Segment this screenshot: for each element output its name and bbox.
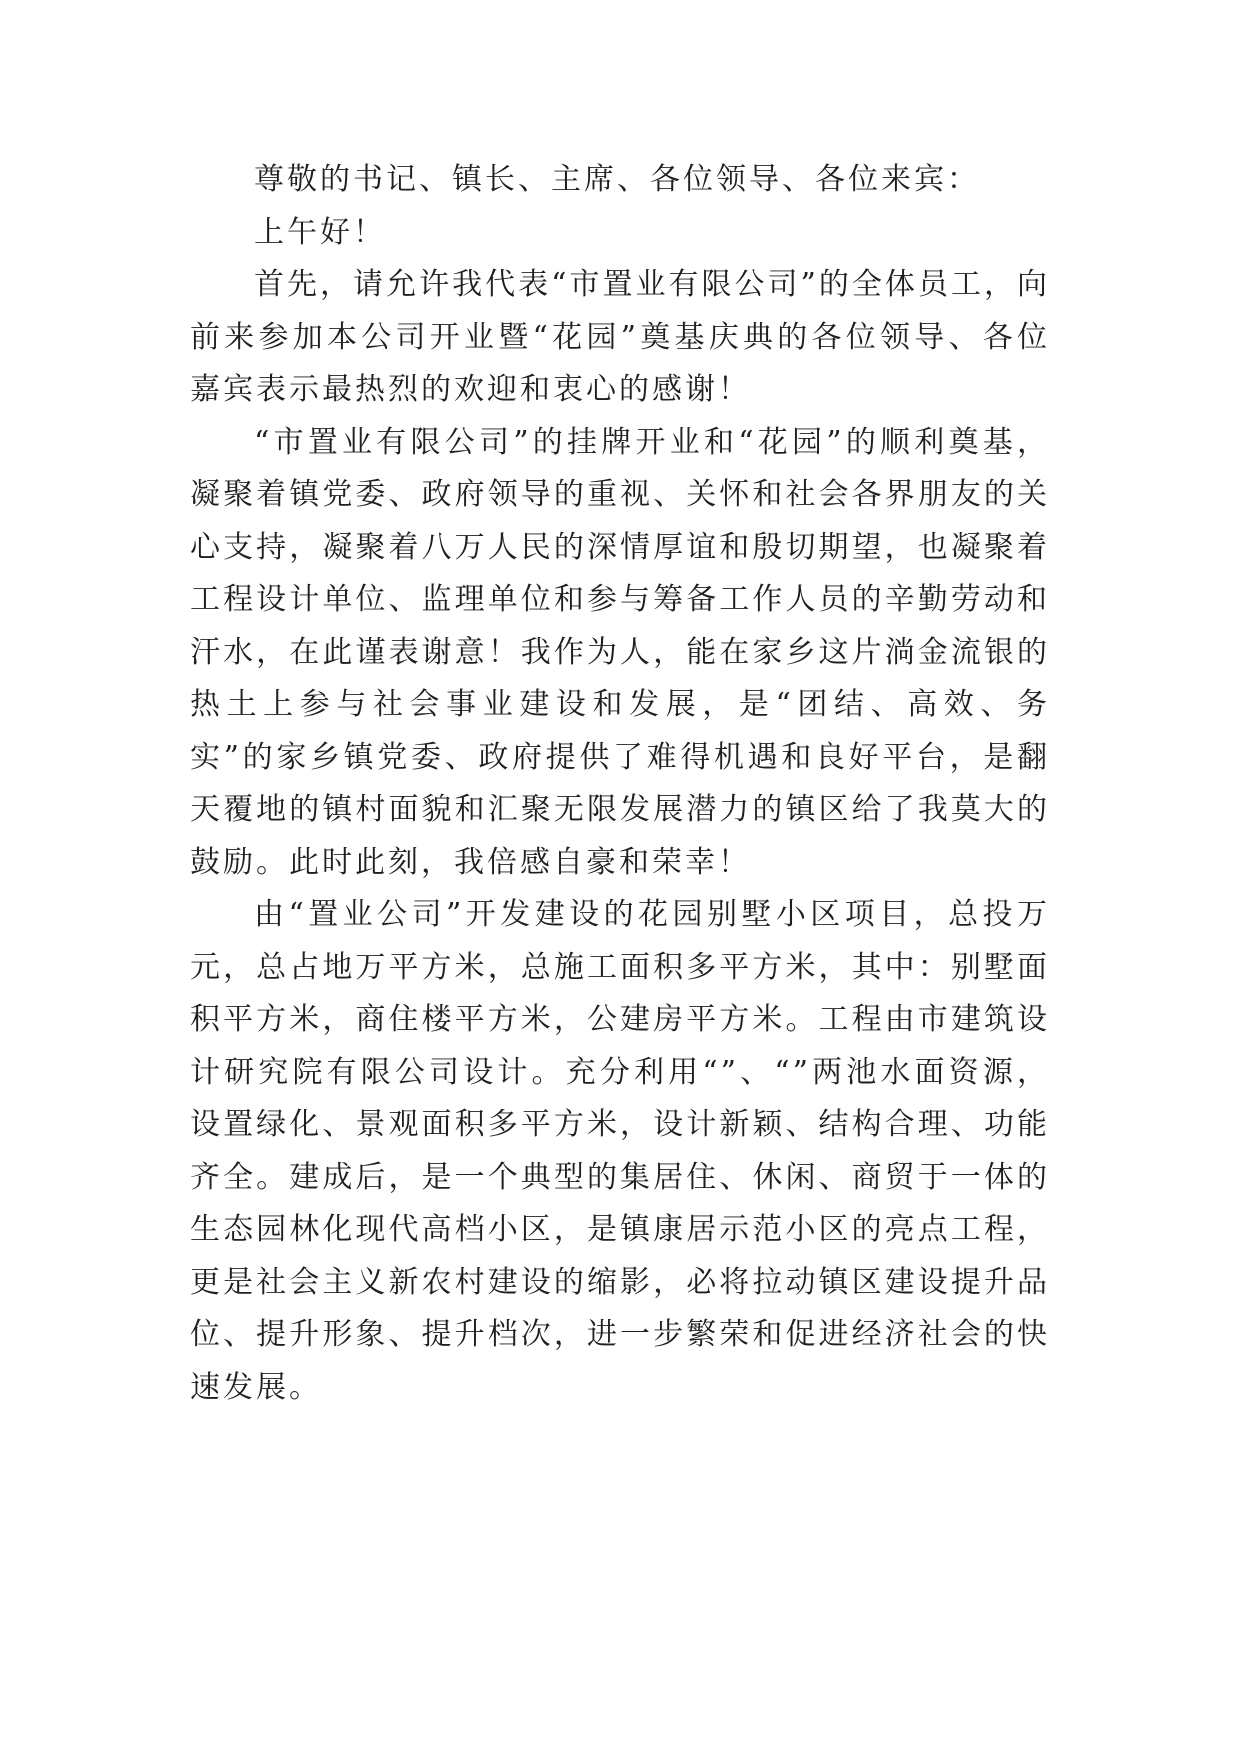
paragraph-project: 由“置业公司”开发建设的花园别墅小区项目，总投万元，总占地万平方米，总施工面积多平方米，其中：别墅面积平方米，商住楼平方米，公建房平方米。工程由市建筑设计研究院有限公司设计。充分利用“”、“”两池水面资源，设置绿化、景观面积多平方米，设计新颖、结构合理、功能齐全。建成后，是一个典型的集居住、休闲、商贸于一体的生态园林化现代高档小区，是镇康居示范小区的亮点工程，更是社会主义新农村建设的缩影，必将拉动镇区建设提升品位、提升形象、提升档次，进一步繁荣和促进经济社会的快速发展。 xyxy=(190,897,1050,1405)
paragraph-thanks: “市置业有限公司”的挂牌开业和“花园”的顺利奠基，凝聚着镇党委、政府领导的重视、关怀和社会各界朋友的关心支持，凝聚着八万人民的深情厚谊和殷切期望，也凝聚着工程设计单位、监理单位和参与筹备工作人员的辛勤劳动和汗水，在此谨表谢意！我作为人，能在家乡这片淌金流银的热土上参与社会事业建设和发展，是“团结、高效、务实”的家乡镇党委、政府提供了难得机遇和良好平台，是翻天覆地的镇村面貌和汇聚无限发展潜力的镇区给了我莫大的鼓励。此时此刻，我倍感自豪和荣幸！ xyxy=(190,424,1050,880)
speech-body xyxy=(190,154,1050,1414)
paragraph-welcome: 首先，请允许我代表“市置业有限公司”的全体员工，向前来参加本公司开业暨“花园”奠基庆典的各位领导、各位嘉宾表示最热烈的欢迎和衷心的感谢！ xyxy=(190,267,1050,407)
greeting: 上午好！ xyxy=(254,214,386,250)
salutation: 尊敬的书记、镇长、主席、各位领导、各位来宾： xyxy=(254,162,980,197)
